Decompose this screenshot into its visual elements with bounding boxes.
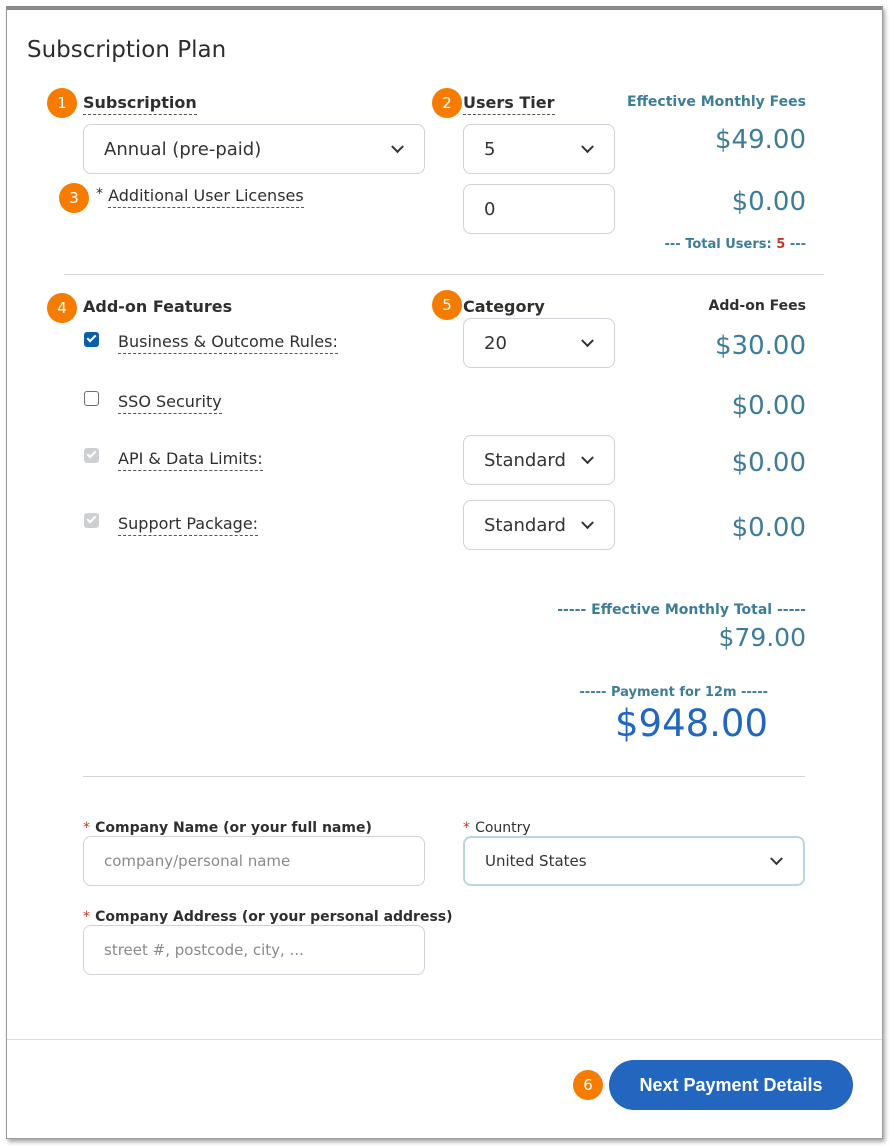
subscription-label: Subscription [83,93,197,112]
required-mark: * [463,820,470,836]
step-badge-6: 6 [573,1070,603,1100]
divider [64,274,824,275]
required-mark: * [83,820,90,836]
chevron-down-icon [581,334,594,347]
company-address-label: * Company Address (or your personal address) [83,909,453,925]
step-badge-3: 3 [59,183,89,213]
check-icon [87,333,97,343]
sso-security-fee: $0.00 [731,391,806,421]
sso-security-label: SSO Security [118,392,222,411]
subscription-select[interactable]: Annual (pre-paid) [83,124,425,174]
total-users-count: 5 [776,237,786,252]
step-badge-1: 1 [47,88,77,118]
footer-divider [7,1039,882,1040]
country-select[interactable]: United States [463,836,805,886]
company-name-input[interactable]: company/personal name [83,836,425,886]
subscription-fee: $49.00 [715,125,806,155]
additional-licenses-label: * Additional User Licenses [96,186,304,205]
sso-security-checkbox[interactable] [84,391,99,406]
payment-value: $948.00 [614,702,768,745]
api-limits-label: API & Data Limits: [118,449,263,468]
users-tier-select[interactable]: 5 [463,124,615,174]
addon-features-label: Add-on Features [83,297,233,316]
country-label: * Country [463,820,531,836]
company-address-input[interactable]: street #, postcode, city, ... [83,925,425,975]
api-limits-fee: $0.00 [731,448,806,478]
business-rules-label: Business & Outcome Rules: [118,332,338,351]
support-package-checkbox [84,513,99,528]
chevron-down-icon [581,516,594,529]
subscription-dialog [6,6,883,1139]
step-badge-2: 2 [432,88,462,118]
next-payment-details-button[interactable]: Next Payment Details [609,1060,853,1110]
step-badge-4: 4 [47,293,77,323]
check-icon [87,514,97,524]
monthly-total-value: $79.00 [718,623,806,652]
check-icon [87,449,97,459]
chevron-down-icon [770,852,783,865]
additional-licenses-fee: $0.00 [731,187,806,217]
payment-label: ----- Payment for 12m ----- [579,685,768,700]
total-users: --- Total Users: 5 --- [664,237,806,252]
additional-licenses-input[interactable]: 0 [463,184,615,234]
business-rules-select[interactable]: 20 [463,318,615,368]
step-badge-5: 5 [432,290,462,320]
addon-fees-header: Add-on Fees [708,298,806,314]
chevron-down-icon [391,140,404,153]
api-limits-checkbox [84,448,99,463]
api-limits-select[interactable]: Standard [463,435,615,485]
business-rules-checkbox[interactable] [84,332,99,347]
monthly-total-label: ----- Effective Monthly Total ----- [557,602,806,618]
chevron-down-icon [581,451,594,464]
company-name-label: * Company Name (or your full name) [83,820,372,836]
business-rules-fee: $30.00 [715,331,806,361]
required-mark: * [83,909,90,925]
support-package-select[interactable]: Standard [463,500,615,550]
chevron-down-icon [581,140,594,153]
support-package-label: Support Package: [118,514,258,533]
category-label: Category [463,297,545,316]
users-tier-label: Users Tier [463,93,555,112]
page-title: Subscription Plan [27,37,227,63]
divider [83,776,805,777]
support-package-fee: $0.00 [731,513,806,543]
effective-monthly-fees-header: Effective Monthly Fees [627,94,806,110]
